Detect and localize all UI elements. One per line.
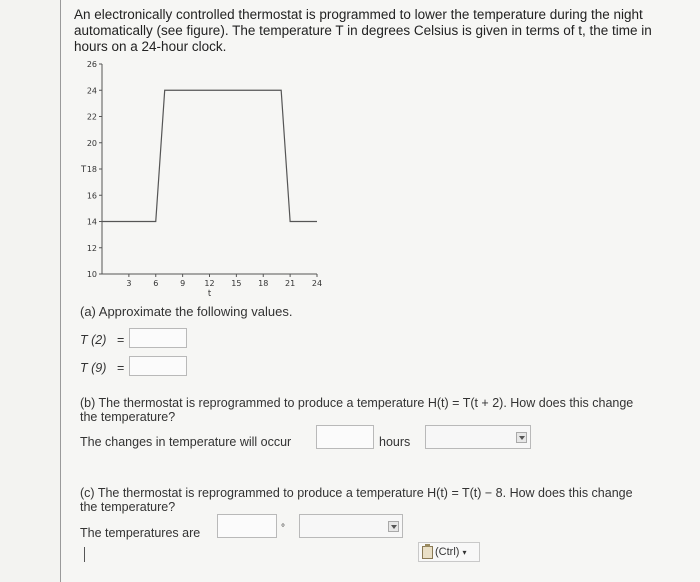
- x-tick-label: 6: [153, 279, 159, 288]
- chevron-down-icon[interactable]: [388, 521, 399, 532]
- caret-down-icon: ▾: [462, 547, 467, 557]
- t9-label: T (9): [80, 361, 107, 375]
- shift-direction-select[interactable]: [425, 425, 531, 449]
- y-ticks: [87, 60, 102, 279]
- y-tick-label: 20: [86, 138, 97, 148]
- paste-button[interactable]: [418, 542, 480, 562]
- part-c-answer-prefix: The temperatures are: [80, 526, 201, 540]
- x-tick-label: 18: [258, 279, 269, 288]
- part-b-answer-prefix: The changes in temperature will occur: [80, 435, 292, 449]
- x-axis-label: t: [207, 289, 212, 296]
- paste-button-label: (Ctrl): [435, 546, 460, 558]
- t9-input[interactable]: [129, 356, 187, 376]
- y-tick-label: 10: [86, 270, 97, 279]
- t9-equals: =: [117, 361, 125, 375]
- x-tick-label: 9: [180, 279, 186, 288]
- x-tick-label: 12: [204, 279, 215, 288]
- x-tick-label: 3: [126, 279, 132, 288]
- text-cursor: [84, 547, 85, 562]
- y-tick-label: 14: [86, 217, 97, 227]
- y-tick-label: 26: [86, 60, 97, 69]
- temp-direction-select[interactable]: [299, 514, 403, 538]
- t2-label: T (2): [80, 333, 107, 347]
- degree-symbol: °: [281, 523, 285, 534]
- x-tick-label: 15: [231, 279, 242, 288]
- x-tick-label: 24: [311, 279, 323, 288]
- x-ticks: [126, 274, 322, 288]
- hours-label: hours: [379, 435, 411, 449]
- chevron-down-icon[interactable]: [516, 432, 527, 443]
- y-tick-label: 16: [86, 191, 97, 201]
- temperature-series-line: [102, 90, 317, 221]
- y-tick-label: 22: [86, 112, 97, 122]
- y-axis-label: T: [81, 165, 87, 175]
- y-tick-label: 12: [86, 243, 97, 253]
- part-b-question: (b) The thermostat is reprogrammed to produce a temperature H(t) = T(t + 2). How does this change the temperature?: [80, 396, 634, 424]
- hours-shift-input[interactable]: [316, 425, 374, 449]
- y-tick-label: 18: [86, 165, 97, 174]
- temp-amount-input[interactable]: [217, 514, 277, 538]
- y-tick-label: 24: [86, 86, 97, 96]
- part-a-heading: (a) Approximate the following values.: [80, 304, 293, 319]
- thermostat-chart: [60, 56, 335, 296]
- t2-equals: =: [117, 333, 125, 347]
- clipboard-icon: [422, 546, 433, 559]
- part-c-question: (c) The thermostat is reprogrammed to produce a temperature H(t) = T(t) − 8. How does this change the temperature?: [80, 486, 633, 514]
- problem-intro: An electronically controlled thermostat is programmed to lower the temperature during the night automatically (see figure). The temperature T in degrees Celsius is given in terms of t, the time in hours on a 24-hour clock.: [74, 7, 652, 54]
- x-tick-label: 21: [285, 279, 296, 288]
- t2-input[interactable]: [129, 328, 187, 348]
